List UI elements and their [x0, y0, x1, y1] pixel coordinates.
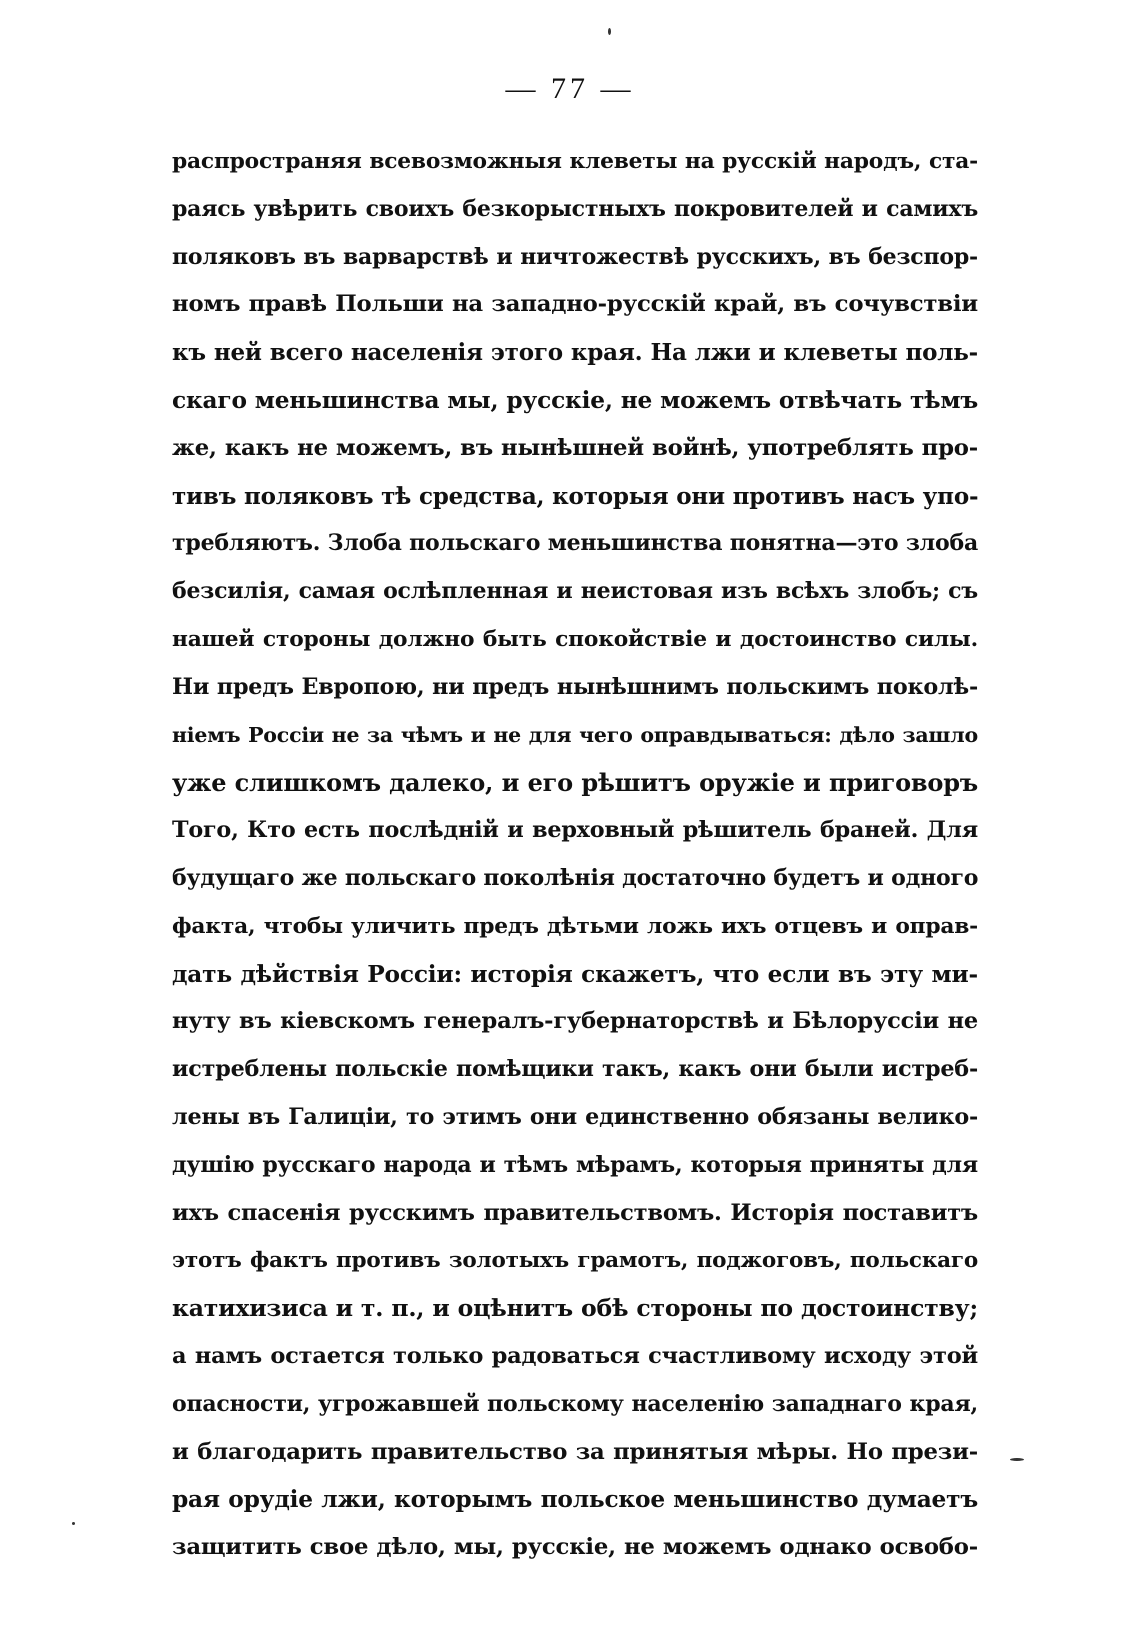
text-line: истреблены польскіе помѣщики такъ, какъ они были истреб-	[172, 1056, 978, 1083]
text-line: душію русскаго народа и тѣмъ мѣрамъ, которыя приняты для	[172, 1151, 978, 1178]
text-line: уже слишкомъ далеко, и его рѣшитъ оружіе и приговоръ	[172, 768, 978, 798]
text-line: этотъ фактъ противъ золотыхъ грамотъ, поджоговъ, польскаго	[172, 1248, 978, 1274]
text-line: ихъ спасенія русскимъ правительствомъ. Исторія поставитъ	[172, 1199, 978, 1226]
ink-speck	[72, 1522, 75, 1525]
text-line: тивъ поляковъ тѣ средства, которыя они противъ насъ упо-	[172, 482, 978, 510]
ink-speck	[608, 28, 611, 35]
text-line: нуту въ кіевскомъ генералъ-губернаторствѣ и Бѣлоруссіи не	[172, 1008, 978, 1035]
ink-speck	[1010, 1458, 1024, 1461]
text-line: Ни предъ Европою, ни предъ нынѣшнимъ польскимъ поколѣ-	[172, 673, 978, 700]
text-line: скаго меньшинства мы, русскіе, не можемъ отвѣчать тѣмъ	[172, 386, 978, 414]
page-number: — 77 —	[505, 72, 635, 105]
text-line: поляковъ въ варварствѣ и ничтожествѣ русскихъ, въ безспор-	[172, 243, 978, 270]
text-line: распространяя всевозможныя клеветы на русскій народъ, ста-	[172, 149, 978, 174]
body-text	[172, 138, 978, 1572]
text-line: нашей стороны должно быть спокойствіе и достоинство силы.	[172, 626, 978, 652]
text-line: катихизиса и т. п., и оцѣнитъ обѣ стороны по достоинству;	[172, 1294, 978, 1323]
text-line: раясь увѣрить своихъ безкорыстныхъ покровителей и самихъ	[172, 195, 978, 222]
text-line: же, какъ не можемъ, въ нынѣшней войнѣ, употреблять про-	[172, 434, 978, 461]
text-line: ніемъ Россіи не за чѣмъ и не для чего оправдываться: дѣло зашло	[172, 722, 978, 747]
text-line: а намъ остается только радоваться счастливому исходу этой	[172, 1342, 978, 1369]
text-line: и благодарить правительство за принятыя мѣры. Но прези-	[172, 1438, 978, 1465]
text-line: безсилія, самая ослѣпленная и неистовая изъ всѣхъ злобъ; съ	[172, 578, 978, 605]
text-line: факта, чтобы уличить предъ дѣтьми ложь ихъ отцевъ и оправ-	[172, 913, 978, 939]
text-line: Того, Кто есть послѣдній и верховный рѣшитель браней. Для	[172, 817, 978, 844]
text-line: къ ней всего населенія этого края. На лжи и клеветы поль-	[172, 339, 978, 367]
text-line: опасности, угрожавшей польскому населенію западнаго края,	[172, 1390, 978, 1417]
text-line: номъ правѣ Польши на западно-русскій край, въ сочувствіи	[172, 291, 978, 318]
text-line: лены въ Галиціи, то этимъ они единственно обязаны велико-	[172, 1103, 978, 1130]
text-line: дать дѣйствія Россіи: исторія скажетъ, что если въ эту ми-	[172, 960, 978, 988]
text-line: рая орудіе лжи, которымъ польское меньшинство думаетъ	[172, 1486, 978, 1514]
text-line: требляютъ. Злоба польскаго меньшинства понятна—это злоба	[172, 530, 978, 557]
text-line: защитить свое дѣло, мы, русскіе, не можемъ однако освобо-	[172, 1534, 978, 1561]
text-line: будущаго же польскаго поколѣнія достаточно будетъ и одного	[172, 864, 978, 891]
